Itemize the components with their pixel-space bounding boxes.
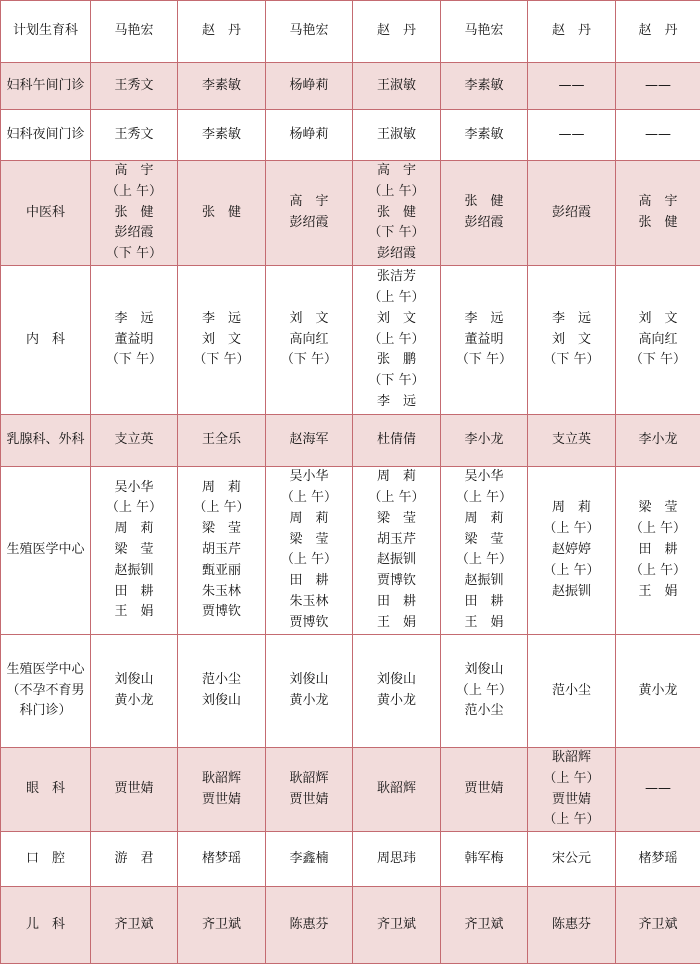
- cell-text-line: 韩军梅: [441, 849, 527, 870]
- cell-text-line: 高向红: [616, 330, 700, 351]
- schedule-cell: [441, 161, 528, 266]
- cell-text-line: 高 宇: [91, 161, 177, 182]
- cell-text-line: 黄小龙: [353, 691, 440, 712]
- schedule-cell: [441, 634, 528, 747]
- cell-text-line: 支立英: [91, 430, 177, 451]
- cell-text-line: 刘俊山: [178, 691, 265, 712]
- schedule-cell: [441, 832, 528, 887]
- schedule-cell: [616, 466, 700, 634]
- schedule-cell: [616, 63, 700, 110]
- cell-text-line: 黄小龙: [91, 691, 177, 712]
- schedule-cell: [91, 1, 178, 63]
- cell-text-line: 贾世婧: [91, 779, 177, 800]
- cell-text-line: ——: [616, 76, 700, 97]
- schedule-cell: [266, 265, 353, 414]
- schedule-cell: [528, 887, 616, 964]
- department-label: 妇科夜间门诊: [6, 127, 84, 142]
- cell-text-line: 周 莉: [528, 498, 615, 519]
- cell-text-line: （上 午）: [353, 182, 440, 203]
- cell-text-line: 高 宇: [616, 192, 700, 213]
- cell-text-line: 李小龙: [616, 430, 700, 451]
- cell-text-line: 梁 莹: [353, 509, 440, 530]
- cell-text-line: （下 午）: [441, 350, 527, 371]
- cell-text-line: 田 耕: [353, 592, 440, 613]
- cell-text-line: 张 健: [441, 192, 527, 213]
- cell-text-line: 陈惠芬: [528, 915, 615, 936]
- cell-text-line: 马艳宏: [441, 21, 527, 42]
- cell-text-line: 刘俊山: [91, 670, 177, 691]
- department-cell: [1, 63, 91, 110]
- cell-text-line: 赵海军: [266, 430, 352, 451]
- cell-text-line: （上 午）: [616, 561, 700, 582]
- cell-text-line: 胡玉芹: [178, 540, 265, 561]
- cell-text-line: 周 莉: [441, 509, 527, 530]
- cell-text-line: 赵振钏: [528, 582, 615, 603]
- cell-text-line: 张 健: [91, 203, 177, 224]
- cell-text-line: 吴小华: [441, 467, 527, 488]
- schedule-cell: [178, 1, 266, 63]
- cell-text-line: 刘 文: [528, 330, 615, 351]
- cell-text-line: 赵 丹: [353, 21, 440, 42]
- schedule-cell: [178, 110, 266, 161]
- cell-text-line: 贾博钦: [266, 613, 352, 634]
- department-label: 儿 科: [26, 917, 65, 932]
- cell-text-line: 黄小龙: [266, 691, 352, 712]
- cell-text-line: 贾世婧: [528, 790, 615, 811]
- schedule-cell: [178, 887, 266, 964]
- cell-text-line: 范小尘: [528, 681, 615, 702]
- cell-text-line: （下 午）: [91, 244, 177, 265]
- cell-text-line: 王 娟: [91, 602, 177, 623]
- schedule-cell: [528, 63, 616, 110]
- cell-text-line: 赵婷婷: [528, 540, 615, 561]
- table-row: [1, 747, 700, 831]
- schedule-cell: [616, 161, 700, 266]
- cell-text-line: （下 午）: [353, 371, 440, 392]
- cell-text-line: 董益明: [441, 330, 527, 351]
- schedule-cell: [528, 414, 616, 466]
- cell-text-line: ——: [528, 125, 615, 146]
- schedule-cell: [616, 887, 700, 964]
- cell-text-line: （上 午）: [528, 769, 615, 790]
- cell-text-line: 周 莉: [178, 478, 265, 499]
- cell-text-line: 王全乐: [178, 430, 265, 451]
- schedule-cell: [91, 265, 178, 414]
- schedule-cell: [528, 110, 616, 161]
- cell-text-line: ——: [528, 76, 615, 97]
- cell-text-line: 李 远: [178, 309, 265, 330]
- cell-text-line: 高向红: [266, 330, 352, 351]
- schedule-cell: [353, 110, 441, 161]
- cell-text-line: 赵振钏: [91, 561, 177, 582]
- cell-text-line: 楮梦瑶: [616, 849, 700, 870]
- cell-text-line: 李 远: [528, 309, 615, 330]
- cell-text-line: 董益明: [91, 330, 177, 351]
- cell-text-line: 王淑敏: [353, 125, 440, 146]
- schedule-cell: [616, 634, 700, 747]
- cell-text-line: 楮梦瑶: [178, 849, 265, 870]
- schedule-cell: [528, 466, 616, 634]
- department-cell: [1, 265, 91, 414]
- schedule-cell: [266, 161, 353, 266]
- cell-text-line: 彭绍霞: [353, 244, 440, 265]
- schedule-cell: [616, 414, 700, 466]
- cell-text-line: 王 娟: [616, 582, 700, 603]
- schedule-cell: [178, 832, 266, 887]
- table-row: [1, 161, 700, 266]
- schedule-cell: [178, 414, 266, 466]
- department-label: 生殖医学中心（不孕不育男科门诊）: [6, 662, 84, 719]
- schedule-cell: [91, 634, 178, 747]
- schedule-body: [1, 1, 700, 964]
- cell-text-line: （上 午）: [441, 488, 527, 509]
- schedule-cell: [266, 466, 353, 634]
- department-label: 内 科: [26, 332, 65, 347]
- schedule-cell: [528, 161, 616, 266]
- cell-text-line: 梁 莹: [91, 540, 177, 561]
- schedule-cell: [266, 747, 353, 831]
- schedule-cell: [91, 110, 178, 161]
- department-cell: [1, 747, 91, 831]
- cell-text-line: 游 君: [91, 849, 177, 870]
- cell-text-line: （上 午）: [266, 550, 352, 571]
- cell-text-line: 齐卫斌: [616, 915, 700, 936]
- schedule-cell: [353, 466, 441, 634]
- schedule-cell: [441, 414, 528, 466]
- cell-text-line: 彭绍霞: [91, 223, 177, 244]
- department-label: 乳腺科、外科: [6, 432, 84, 447]
- cell-text-line: 田 耕: [616, 540, 700, 561]
- cell-text-line: （上 午）: [353, 330, 440, 351]
- cell-text-line: 黄小龙: [616, 681, 700, 702]
- cell-text-line: 田 耕: [441, 592, 527, 613]
- cell-text-line: 刘俊山: [441, 660, 527, 681]
- cell-text-line: （上 午）: [266, 488, 352, 509]
- cell-text-line: ——: [616, 779, 700, 800]
- department-cell: [1, 832, 91, 887]
- schedule-cell: [91, 414, 178, 466]
- schedule-cell: [441, 265, 528, 414]
- schedule-cell: [528, 747, 616, 831]
- cell-text-line: 周 莉: [353, 467, 440, 488]
- cell-text-line: 刘 文: [178, 330, 265, 351]
- cell-text-line: 范小尘: [441, 701, 527, 722]
- cell-text-line: （上 午）: [353, 488, 440, 509]
- schedule-cell: [353, 887, 441, 964]
- department-cell: [1, 466, 91, 634]
- schedule-cell: [616, 1, 700, 63]
- department-cell: [1, 110, 91, 161]
- cell-text-line: 齐卫斌: [178, 915, 265, 936]
- schedule-cell: [441, 466, 528, 634]
- schedule-cell: [353, 265, 441, 414]
- schedule-cell: [528, 265, 616, 414]
- schedule-cell: [91, 161, 178, 266]
- schedule-cell: [266, 63, 353, 110]
- table-row: [1, 466, 700, 634]
- schedule-cell: [441, 747, 528, 831]
- department-cell: [1, 414, 91, 466]
- department-label: 妇科午间门诊: [6, 78, 84, 93]
- schedule-cell: [528, 1, 616, 63]
- cell-text-line: 甄亚丽: [178, 561, 265, 582]
- cell-text-line: （下 午）: [266, 350, 352, 371]
- department-label: 计划生育科: [13, 23, 78, 38]
- schedule-cell: [616, 110, 700, 161]
- cell-text-line: 耿韶辉: [528, 748, 615, 769]
- cell-text-line: （下 午）: [353, 223, 440, 244]
- schedule-cell: [266, 414, 353, 466]
- department-label: 中医科: [26, 205, 65, 220]
- cell-text-line: 杨峥莉: [266, 125, 352, 146]
- cell-text-line: 刘 文: [616, 309, 700, 330]
- schedule-cell: [441, 887, 528, 964]
- cell-text-line: （下 午）: [528, 350, 615, 371]
- cell-text-line: 张 鹏: [353, 350, 440, 371]
- schedule-cell: [441, 1, 528, 63]
- cell-text-line: 周思玮: [353, 849, 440, 870]
- cell-text-line: 刘俊山: [353, 670, 440, 691]
- department-label: 口 腔: [26, 851, 65, 866]
- schedule-cell: [528, 634, 616, 747]
- cell-text-line: 马艳宏: [91, 21, 177, 42]
- cell-text-line: 张洁芳: [353, 267, 440, 288]
- cell-text-line: 贾博钦: [353, 571, 440, 592]
- cell-text-line: 王秀文: [91, 76, 177, 97]
- department-cell: [1, 161, 91, 266]
- cell-text-line: （上 午）: [616, 519, 700, 540]
- schedule-cell: [441, 63, 528, 110]
- table-row: [1, 265, 700, 414]
- cell-text-line: 周 莉: [266, 509, 352, 530]
- schedule-cell: [528, 832, 616, 887]
- cell-text-line: 张 健: [353, 203, 440, 224]
- schedule-cell: [353, 63, 441, 110]
- cell-text-line: （上 午）: [178, 498, 265, 519]
- cell-text-line: 赵 丹: [178, 21, 265, 42]
- cell-text-line: 耿韶辉: [266, 769, 352, 790]
- schedule-cell: [353, 414, 441, 466]
- cell-text-line: （上 午）: [441, 550, 527, 571]
- department-label: 生殖医学中心: [6, 542, 84, 557]
- cell-text-line: 吴小华: [91, 478, 177, 499]
- cell-text-line: 李素敏: [441, 125, 527, 146]
- table-row: [1, 110, 700, 161]
- cell-text-line: 赵 丹: [528, 21, 615, 42]
- schedule-cell: [91, 832, 178, 887]
- cell-text-line: 李 远: [91, 309, 177, 330]
- cell-text-line: 张 健: [616, 213, 700, 234]
- schedule-cell: [353, 1, 441, 63]
- department-cell: [1, 887, 91, 964]
- schedule-cell: [178, 265, 266, 414]
- schedule-cell: [178, 63, 266, 110]
- cell-text-line: 田 耕: [266, 571, 352, 592]
- cell-text-line: 陈惠芬: [266, 915, 352, 936]
- cell-text-line: 耿韶辉: [178, 769, 265, 790]
- cell-text-line: 高 宇: [266, 192, 352, 213]
- schedule-cell: [266, 634, 353, 747]
- cell-text-line: 彭绍霞: [441, 213, 527, 234]
- department-cell: [1, 1, 91, 63]
- cell-text-line: ——: [616, 125, 700, 146]
- cell-text-line: （上 午）: [528, 561, 615, 582]
- department-cell: [1, 634, 91, 747]
- cell-text-line: 赵 丹: [616, 21, 700, 42]
- cell-text-line: 宋公元: [528, 849, 615, 870]
- cell-text-line: 刘俊山: [266, 670, 352, 691]
- schedule-cell: [353, 634, 441, 747]
- cell-text-line: （上 午）: [91, 498, 177, 519]
- cell-text-line: （下 午）: [91, 350, 177, 371]
- cell-text-line: 齐卫斌: [353, 915, 440, 936]
- cell-text-line: 周 莉: [91, 519, 177, 540]
- schedule-cell: [441, 110, 528, 161]
- cell-text-line: 李 远: [353, 392, 440, 413]
- cell-text-line: 朱玉林: [178, 582, 265, 603]
- cell-text-line: 梁 莹: [441, 530, 527, 551]
- schedule-cell: [178, 161, 266, 266]
- schedule-cell: [616, 832, 700, 887]
- cell-text-line: 贾世婧: [266, 790, 352, 811]
- table-row: [1, 63, 700, 110]
- schedule-cell: [178, 466, 266, 634]
- cell-text-line: 贾世婧: [178, 790, 265, 811]
- cell-text-line: 支立英: [528, 430, 615, 451]
- table-row: [1, 634, 700, 747]
- department-label: 眼 科: [26, 781, 65, 796]
- cell-text-line: （上 午）: [528, 810, 615, 831]
- schedule-cell: [91, 887, 178, 964]
- schedule-cell: [178, 634, 266, 747]
- cell-text-line: 李 远: [441, 309, 527, 330]
- schedule-cell: [178, 747, 266, 831]
- cell-text-line: 张 健: [178, 203, 265, 224]
- cell-text-line: 李小龙: [441, 430, 527, 451]
- cell-text-line: （下 午）: [616, 350, 700, 371]
- schedule-cell: [353, 161, 441, 266]
- cell-text-line: 杨峥莉: [266, 76, 352, 97]
- schedule-cell: [91, 63, 178, 110]
- cell-text-line: 高 宇: [353, 161, 440, 182]
- cell-text-line: 胡玉芹: [353, 530, 440, 551]
- schedule-cell: [266, 110, 353, 161]
- cell-text-line: 刘 文: [266, 309, 352, 330]
- cell-text-line: 吴小华: [266, 467, 352, 488]
- cell-text-line: 王淑敏: [353, 76, 440, 97]
- schedule-cell: [616, 747, 700, 831]
- cell-text-line: 齐卫斌: [441, 915, 527, 936]
- cell-text-line: 杜倩倩: [353, 430, 440, 451]
- cell-text-line: 刘 文: [353, 309, 440, 330]
- cell-text-line: 田 耕: [91, 582, 177, 603]
- cell-text-line: 王 娟: [353, 613, 440, 634]
- table-row: [1, 1, 700, 63]
- cell-text-line: 彭绍霞: [266, 213, 352, 234]
- cell-text-line: 王秀文: [91, 125, 177, 146]
- cell-text-line: 李鑫楠: [266, 849, 352, 870]
- table-row: [1, 832, 700, 887]
- cell-text-line: （上 午）: [528, 519, 615, 540]
- table-row: [1, 414, 700, 466]
- cell-text-line: 耿韶辉: [353, 779, 440, 800]
- schedule-cell: [353, 747, 441, 831]
- cell-text-line: 范小尘: [178, 670, 265, 691]
- cell-text-line: 马艳宏: [266, 21, 352, 42]
- cell-text-line: 李素敏: [178, 76, 265, 97]
- table-row: [1, 887, 700, 964]
- cell-text-line: 梁 莹: [266, 530, 352, 551]
- schedule-cell: [266, 887, 353, 964]
- cell-text-line: 梁 莹: [616, 498, 700, 519]
- cell-text-line: 贾博钦: [178, 602, 265, 623]
- cell-text-line: 王 娟: [441, 613, 527, 634]
- cell-text-line: （上 午）: [91, 182, 177, 203]
- schedule-cell: [353, 832, 441, 887]
- cell-text-line: 贾世婧: [441, 779, 527, 800]
- cell-text-line: （上 午）: [353, 288, 440, 309]
- cell-text-line: 齐卫斌: [91, 915, 177, 936]
- cell-text-line: 彭绍霞: [528, 203, 615, 224]
- cell-text-line: （上 午）: [441, 681, 527, 702]
- cell-text-line: 李素敏: [441, 76, 527, 97]
- cell-text-line: 赵振钏: [353, 550, 440, 571]
- schedule-cell: [616, 265, 700, 414]
- cell-text-line: （下 午）: [178, 350, 265, 371]
- schedule-cell: [91, 466, 178, 634]
- schedule-cell: [91, 747, 178, 831]
- schedule-cell: [266, 1, 353, 63]
- cell-text-line: 梁 莹: [178, 519, 265, 540]
- cell-text-line: 朱玉林: [266, 592, 352, 613]
- cell-text-line: 赵振钏: [441, 571, 527, 592]
- schedule-cell: [266, 832, 353, 887]
- cell-text-line: 李素敏: [178, 125, 265, 146]
